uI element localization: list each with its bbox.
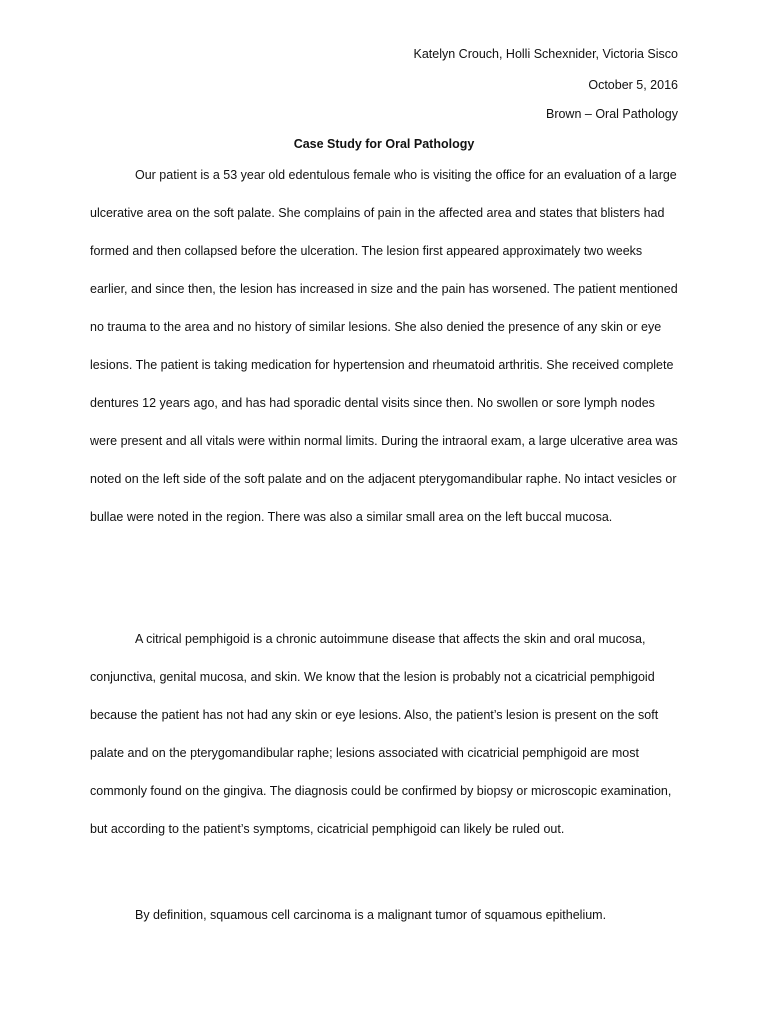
paragraph-text: A citrical pemphigoid is a chronic autoimmune disease that affects the skin and oral mucosa, conjunctiva, genital mucosa, and skin. We know that the lesion is probably not a cicatricial pemphigoid because the patient has not had any skin or eye lesions. Also, the patient’s lesion is present on the soft palate and on the pterygomandibular raphe; lesions associated with cicatricial pemphigoid are most commonly found on the gingiva. The diagnosis could be confirmed by biopsy or microscopic examination, but according to the patient’s symptoms, cicatricial pemphigoid can likely be ruled out. [90,632,672,836]
paragraph-text: By definition, squamous cell carcinoma is a malignant tumor of squamous epithelium. [135,908,607,922]
body-paragraph-1 [90,156,680,536]
paragraph-text: Our patient is a 53 year old edentulous female who is visiting the office for an evaluation of a large ulcerative area on the soft palate. She complains of pain in the affected area and states that blisters had formed and then collapsed before the ulceration. The lesion first appeared approximately two weeks earlier, and since then, the lesion has increased in size and the pain has worsened. The patient mentioned no trauma to the area and no history of similar lesions. She also denied the presence of any skin or eye lesions. The patient is taking medication for hypertension and rheumatoid arthritis. She received complete dentures 12 years ago, and has had sporadic dental visits since then. No swollen or sore lymph nodes were present and all vitals were within normal limits. During the intraoral exam, a large ulcerative area was noted on the left side of the soft palate and on the adjacent pterygomandibular raphe. No intact vesicles or bullae were noted in the region. There was also a similar small area on the left buccal mucosa. [90,168,678,524]
body-paragraph-2 [90,620,680,848]
document-date: October 5, 2016 [588,78,678,92]
document-title: Case Study for Oral Pathology [293,137,475,151]
author-names: Katelyn Crouch, Holli Schexnider, Victoria Sisco [413,47,678,61]
body-paragraph-3 [90,896,680,934]
course-name: Brown – Oral Pathology [545,107,678,121]
